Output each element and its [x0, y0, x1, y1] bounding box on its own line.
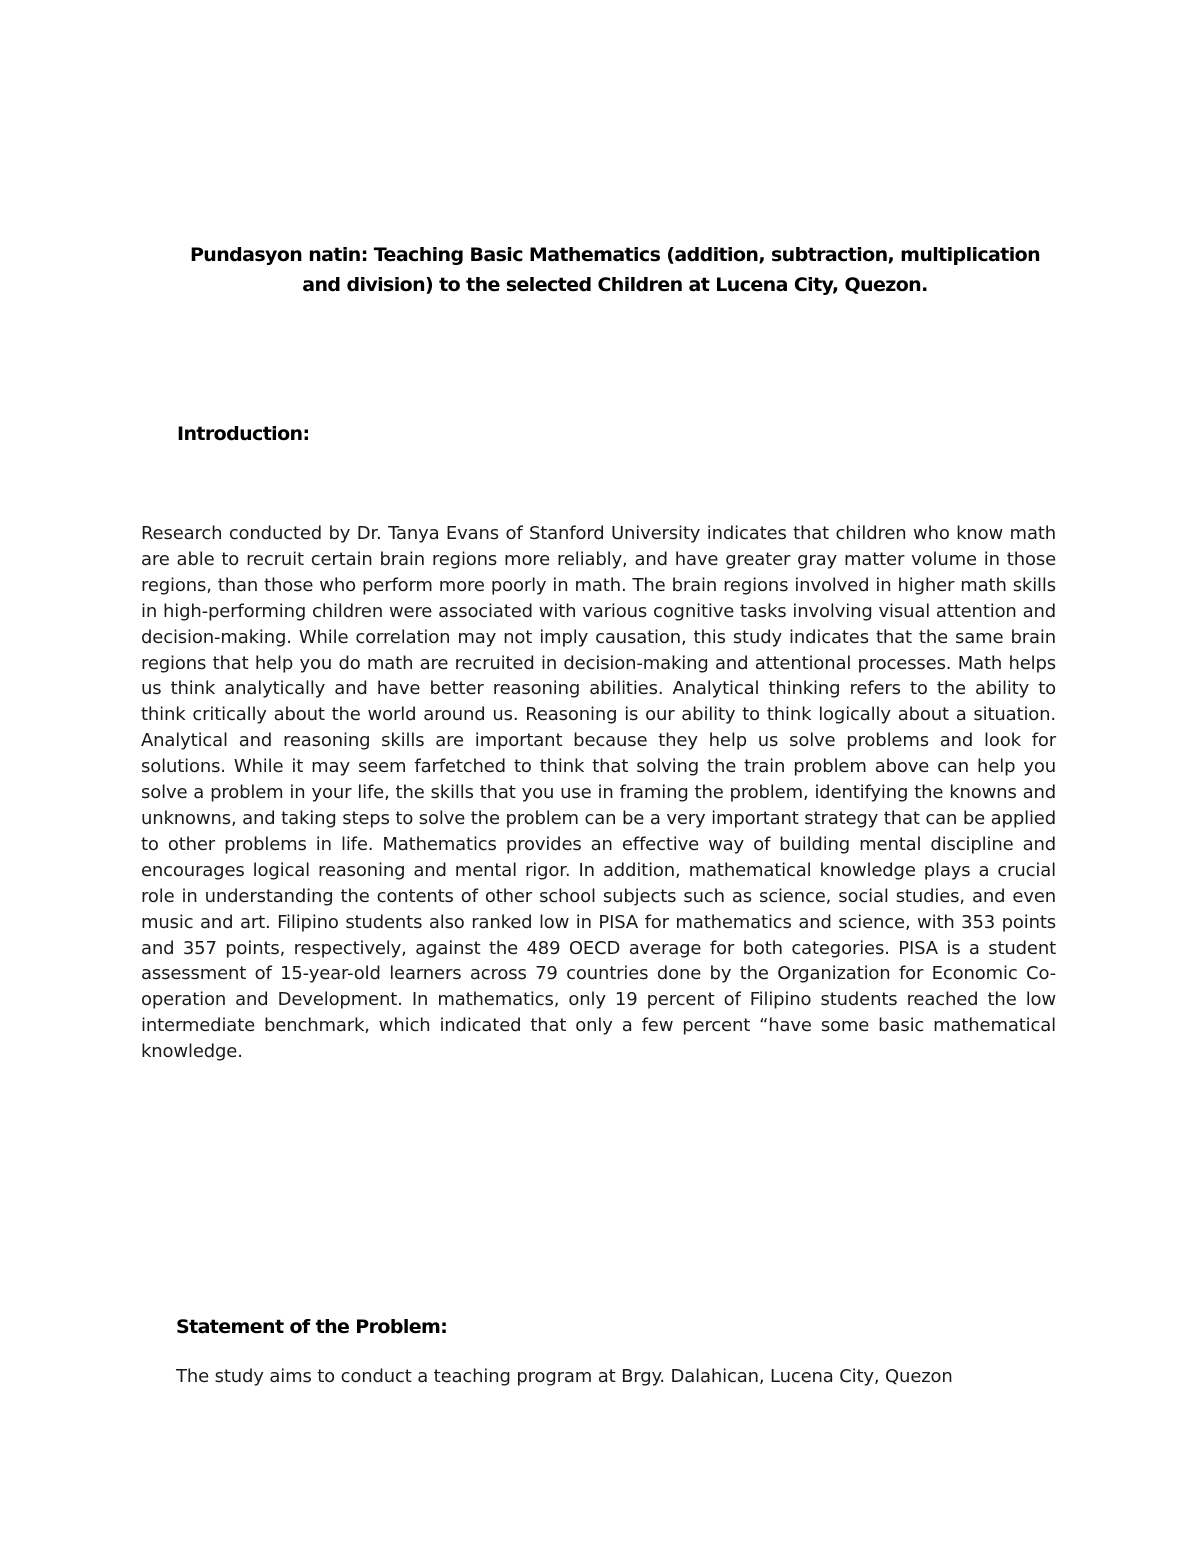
- document-title: Pundasyon natin: Teaching Basic Mathematics (addition, subtraction, multiplication and division) to the selected Children at Lucena City, Quezon.: [189, 244, 1041, 296]
- statement-of-problem-paragraph: The study aims to conduct a teaching program at Brgy. Dalahican, Lucena City, Quezon: [176, 1366, 953, 1387]
- introduction-paragraph: Research conducted by Dr. Tanya Evans of Stanford University indicates that children who know math are able to recruit certain brain regions more reliably, and have greater gray matter volume in those regions, than those who perform more poorly in math. The brain regions involved in higher math skills in high-performing children were associated with various cognitive tasks involving visual attention and decision-making. While correlation may not imply causation, this study indicates that the same brain regions that help you do math are recruited in decision-making and attentional processes. Math helps us think analytically and have better reasoning abilities. Analytical thinking refers to the ability to think critically about the world around us. Reasoning is our ability to think logically about a situation. Analytical and reasoning skills are important because they help us solve problems and look for solutions. While it may seem farfetched to think that solving the train problem above can help you solve a problem in your life, the skills that you use in framing the problem, identifying the knowns and unknowns, and taking steps to solve the problem can be a very important strategy that can be applied to other problems in life. Mathematics provides an effective way of building mental discipline and encourages logical reasoning and mental rigor. In addition, mathematical knowledge plays a crucial role in understanding the contents of other school subjects such as science, social studies, and even music and art. Filipino students also ranked low in PISA for mathematics and science, with 353 points and 357 points, respectively, against the 489 OECD average for both categories. PISA is a student assessment of 15-year-old learners across 79 countries done by the Organization for Economic Co-operation and Development. In mathematics, only 19 percent of Filipino students reached the low intermediate benchmark, which indicated that only a few percent “have some basic mathematical knowledge.: [141, 523, 1056, 1063]
- introduction-heading: Introduction:: [177, 423, 310, 445]
- statement-of-problem-heading: Statement of the Problem:: [176, 1316, 448, 1338]
